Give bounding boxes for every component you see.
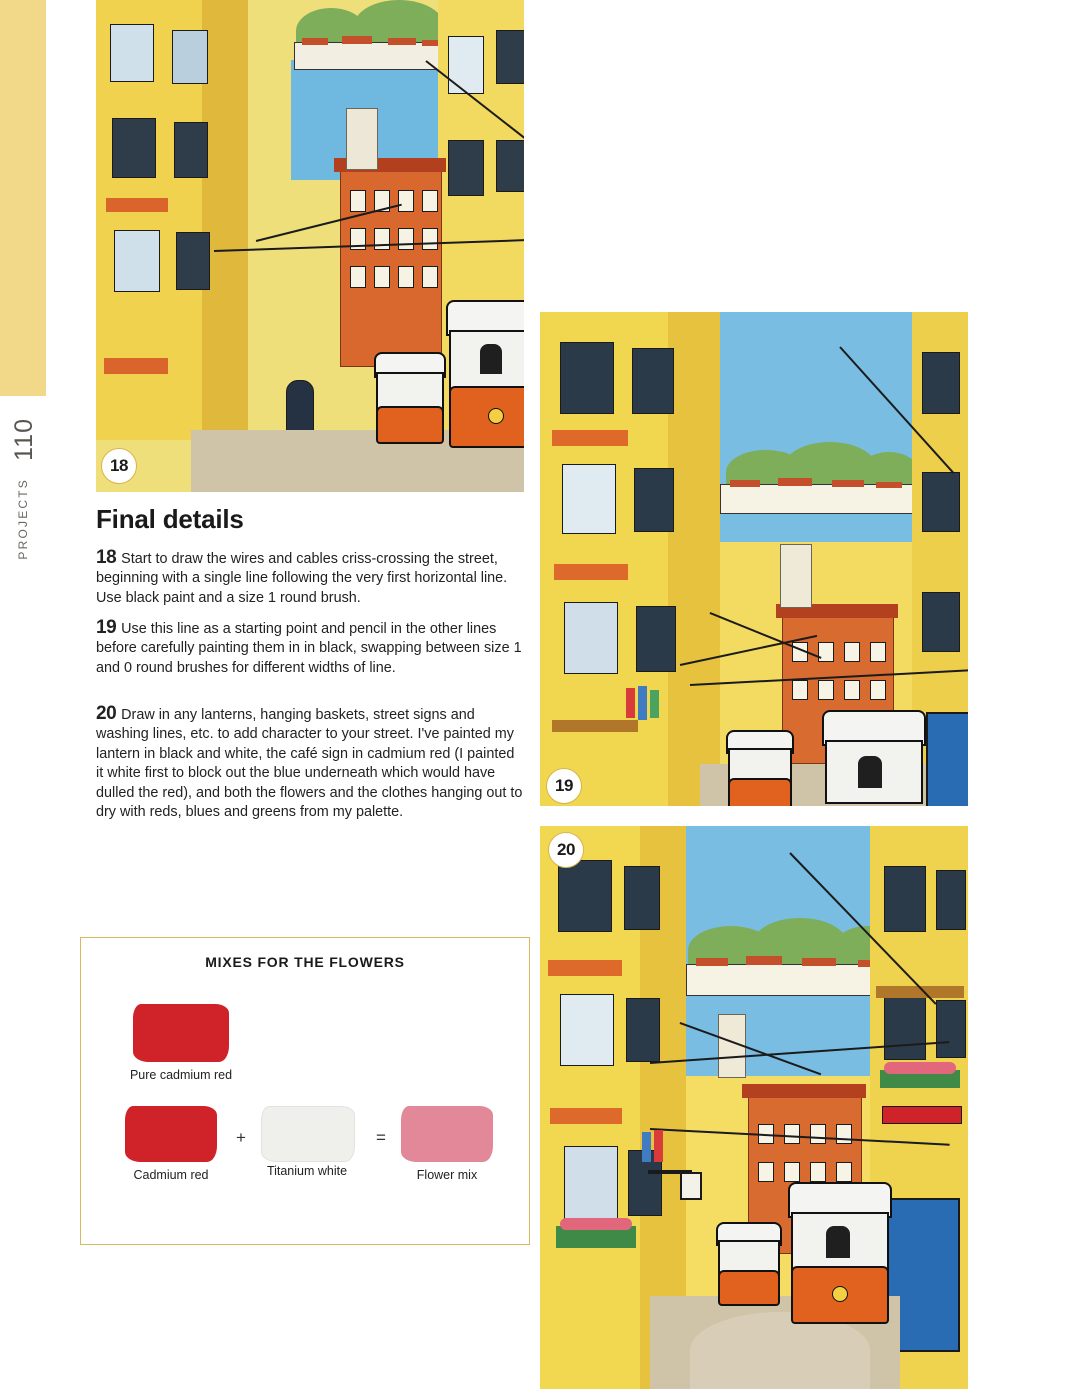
window [398,266,414,288]
roof [746,956,782,965]
window [374,266,390,288]
window [784,1162,800,1182]
distant-houses [294,42,448,70]
window [110,24,154,82]
hanging-clothes [626,688,635,718]
step-badge-18: 18 [101,448,137,484]
window [810,1162,826,1182]
tram-main [822,710,922,806]
lantern-lamp [680,1172,702,1200]
window [350,266,366,288]
window [564,602,618,674]
step-text-19: Use this line as a starting point and pencil in the other lines before carefully painting them in in black, swapping between size 1 and 0 round brushes for different widths of line. [96,621,522,676]
swatch-flower-mix [401,1106,493,1182]
swatch-pure-cadmium-red [129,1004,233,1082]
window [884,866,926,932]
roof [832,480,864,487]
chimney [346,108,378,170]
swatch-color [133,1004,229,1062]
roof [388,38,416,45]
roof [778,478,812,486]
window [112,118,156,178]
page-number: 110 [10,418,38,461]
window [792,680,808,700]
step-number-20: 20 [96,703,117,724]
window [374,228,390,250]
awning [106,198,168,212]
left-facade-shadow [202,0,248,440]
blue-shopfront [926,712,968,806]
window [922,592,960,652]
window [844,680,860,700]
hanging-clothes [654,1130,663,1162]
roof [742,1084,866,1098]
window [496,30,524,84]
window [784,1124,800,1144]
awning [550,1108,622,1124]
window [350,190,366,212]
cafe-sign [882,1106,962,1124]
swatch-label: Cadmium red [133,1168,209,1182]
window [836,1162,852,1182]
window [448,36,484,94]
figure-step-18 [96,0,524,492]
step-text-18: Start to draw the wires and cables criss-crossing the street, beginning with a single line following the very first horizontal line. Use black paint and a size 1 round brush. [96,551,508,606]
window [810,1124,826,1144]
swatch-titanium-white [261,1106,353,1178]
window [398,228,414,250]
mixes-title: MIXES FOR THE FLOWERS [205,954,405,970]
window [636,606,676,672]
distant-houses [720,484,914,514]
swatch-color [261,1106,355,1162]
window [818,642,834,662]
tram-small [374,352,442,446]
window [562,464,616,534]
swatch-color [125,1106,217,1162]
window [560,994,614,1066]
flowers [560,1218,632,1230]
awning [104,358,168,374]
window [422,228,438,250]
window [936,1000,966,1058]
plus-symbol: + [236,1128,246,1147]
awning [548,960,622,976]
hanging-clothes [650,690,659,718]
window [884,996,926,1060]
left-margin-bar [0,0,46,396]
figure-step-20 [540,826,968,1389]
window [114,230,160,292]
window [176,232,210,290]
window [626,998,660,1062]
equals-symbol: = [376,1128,386,1147]
roof [730,480,760,487]
step-paragraph-18 [96,548,524,608]
window [818,680,834,700]
window [758,1162,774,1182]
tram-main [446,300,524,452]
window [422,190,438,212]
hanging-clothes [642,1132,651,1162]
hanging-clothes [638,686,647,720]
swatch-cadmium-red [125,1106,217,1182]
roof [302,38,328,45]
tram-small [726,730,790,806]
window [560,342,614,414]
swatch-label: Titanium white [266,1164,348,1178]
figure-step-19 [540,312,968,806]
flowers [884,1062,956,1074]
awning [552,430,628,446]
left-facade-shadow [668,312,720,806]
roof [876,482,902,488]
window [634,468,674,532]
window [844,642,860,662]
window [632,348,674,414]
window [922,352,960,414]
window [496,140,524,192]
window [836,1124,852,1144]
balcony [552,720,638,732]
roof [342,36,372,44]
window [870,680,886,700]
window [936,870,966,930]
step-badge-20: 20 [548,832,584,868]
section-label: PROJECTS [16,478,30,560]
page-title: Final details [96,504,244,534]
window [558,860,612,932]
tram-main [788,1182,888,1322]
roof [696,958,728,966]
swatch-label: Pure cadmium red [129,1068,233,1082]
roof [802,958,836,966]
tram-small [716,1222,778,1306]
window [624,866,660,930]
window [174,122,208,178]
window [172,30,208,84]
window [398,190,414,212]
step-text-20: Draw in any lanterns, hanging baskets, street signs and washing lines, etc. to add character to your street. I've painted my lantern in black and white, the café sign in cadmium red (I painted it white first to block out the blue underneath which would have dulled the red), and both the flowers and the clothes hanging out to dry with reds, blues and greens from my palette. [96,707,523,821]
step-paragraph-20 [96,704,524,822]
step-number-18: 18 [96,547,117,568]
window [448,140,484,196]
swatch-color [401,1106,493,1162]
chimney [780,544,812,608]
door [286,380,314,434]
awning [554,564,628,580]
swatch-label: Flower mix [416,1168,478,1182]
window [422,266,438,288]
window [564,1146,618,1220]
step-number-19: 19 [96,617,117,638]
window [870,642,886,662]
step-paragraph-19 [96,618,524,678]
mixes-panel [80,937,530,1245]
window [922,472,960,532]
step-badge-19: 19 [546,768,582,804]
